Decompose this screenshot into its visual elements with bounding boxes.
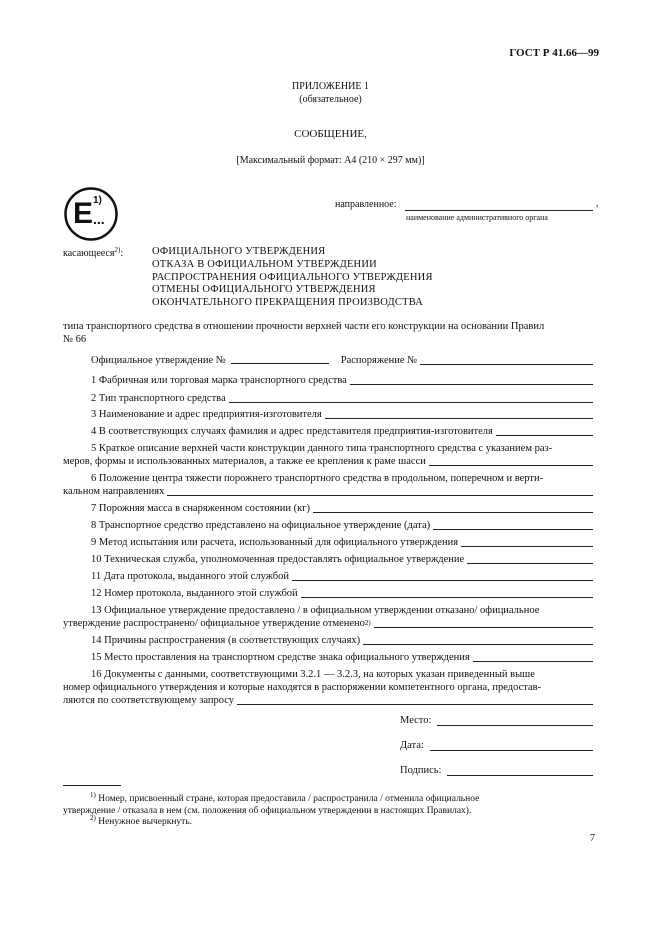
item-4: 4 В соответствующих случаях фамилия и адрес представителя предприятия-изготовителя [91,425,593,438]
item-16-field[interactable] [237,694,593,705]
item-10: 10 Техническая служба, уполномоченная предоставлять официальное утверждение [91,553,593,566]
item-15-field[interactable] [473,651,593,662]
item-8: 8 Транспортное средство представлено на официальное утверждение (дата) [91,519,593,532]
item-1: 1 Фабричная или торговая марка транспортного средства [91,374,593,387]
concerning-item: РАСПРОСТРАНЕНИЯ ОФИЦИАЛЬНОГО УТВЕРЖДЕНИЯ [152,271,433,283]
item-16-line2: номер официального утверждения и которые находятся в распоряжении компетентного органа, предостав- [63,682,542,693]
approval-mark [63,186,119,242]
item-5-line1: 5 Краткое описание верхней части конструкции данного типа транспортного средства с указанием раз- [91,443,553,454]
mark-superscript: 1) [93,195,102,206]
item-6-line1: 6 Положение центра тяжести порожнего транспортного средства в продольном, поперечном и верти- [91,473,544,484]
date-row [400,740,593,751]
approval-number-label: Официальное утверждение № [91,355,226,366]
item-10-field[interactable] [467,553,593,564]
item-16-line1: 16 Документы с данными, соответствующими 3.2.1 — 3.2.3, на которых указан приведенный выше [91,669,535,680]
order-number-field[interactable] [420,354,593,365]
item-11-field[interactable] [292,570,593,581]
appendix-status: (обязательное) [299,94,362,105]
item-13-field[interactable] [374,617,593,628]
addressed-label: направленное: [335,199,397,210]
item-15: 15 Место проставления на транспортном средстве знака официального утверждения [91,651,593,664]
place-field[interactable] [437,715,593,726]
concerning-label: касающееся$^{2)}$: [63,246,124,259]
item-2: 2 Тип транспортного средства [91,392,593,405]
approval-number-field[interactable] [231,354,329,364]
item-13-line2: утверждение распространено/ официальное утверждение отменено 2) [63,617,593,630]
addressed-field[interactable] [405,200,593,211]
standard-code: ГОСТ Р 41.66—99 [509,47,599,59]
mark-letter: E [73,197,94,230]
item-5-field[interactable] [429,455,593,466]
date-label: Дата: [400,740,424,751]
item-9-field[interactable] [461,536,593,547]
place-label: Место: [400,715,432,726]
footnote-divider [63,785,121,786]
appendix-title: ПРИЛОЖЕНИЕ 1 [292,81,369,92]
item-5-line2: меров, формы и использованных материалов, а также ее крепления к раме шасси [63,455,593,468]
concerning-item: ОКОНЧАТЕЛЬНОГО ПРЕКРАЩЕНИЯ ПРОИЗВОДСТВА [152,297,424,309]
item-9: 9 Метод испытания или расчета, использованный для официального утверждения [91,536,593,549]
item-6-field[interactable] [167,485,593,496]
item-12: 12 Номер протокола, выданного этой службой [91,587,593,600]
item-8-field[interactable] [433,519,593,530]
concerning-item: ОФИЦИАЛЬНОГО УТВЕРЖДЕНИЯ [152,246,326,257]
signature-field[interactable] [447,765,593,776]
signature-row [400,765,593,776]
item-6-line2: кальном направлениях [63,485,593,498]
place-row [400,715,593,726]
item-14-field[interactable] [363,634,593,645]
signature-label: Подпись: [400,765,442,776]
item-12-field[interactable] [301,587,593,598]
mark-dots: ... [93,211,105,227]
date-field[interactable] [430,740,593,751]
concerning-item: ОТМЕНЫ ОФИЦИАЛЬНОГО УТВЕРЖДЕНИЯ [152,284,376,296]
item-11: 11 Дата протокола, выданного этой службой [91,570,593,583]
item-13-line1: 13 Официальное утверждение предоставлено / в официальном утверждении отказано/ официальное [91,605,540,616]
order-number-label: Распоряжение № [340,355,418,366]
concerning-item: ОТКАЗА В ОФИЦИАЛЬНОМ УТВЕРЖДЕНИИ [152,258,377,270]
vehicle-type-text: типа транспортного средства в отношении прочности верхней части его конструкции на основании Правил № 66 [63,321,545,345]
footnote-2: $^{2)}$ Ненужное вычеркнуть. [90,814,193,827]
item-16-line3: ляются по соответствующему запросу [63,694,593,707]
addressed-caption: наименование административного органа [406,213,548,222]
item-7-field[interactable] [313,502,593,513]
item-1-field[interactable] [350,374,593,385]
addressed-comma: , [596,198,599,209]
item-4-field[interactable] [496,425,593,436]
item-2-field[interactable] [229,392,593,403]
footnote-1: $^{1)}$ Номер, присвоенный стране, которая предоставила / распространила / отменила официальное утверждение / отказала в нем (см. положения об официальном утверждении в настоящих Правилах). [63,791,480,816]
message-title: СООБЩЕНИЕ, [294,128,367,140]
item-3-field[interactable] [325,408,593,419]
page-number: 7 [590,833,595,844]
item-3: 3 Наименование и адрес предприятия-изготовителя [91,408,593,421]
concerning-list [152,246,433,310]
item-7: 7 Порожняя масса в снаряженном состоянии (кг) [91,502,593,515]
approval-number-row [91,354,593,367]
item-14: 14 Причины распространения (в соответствующих случаях) [91,634,593,647]
format-note: [Максимальный формат: А4 (210 × 297 мм)] [236,155,425,166]
